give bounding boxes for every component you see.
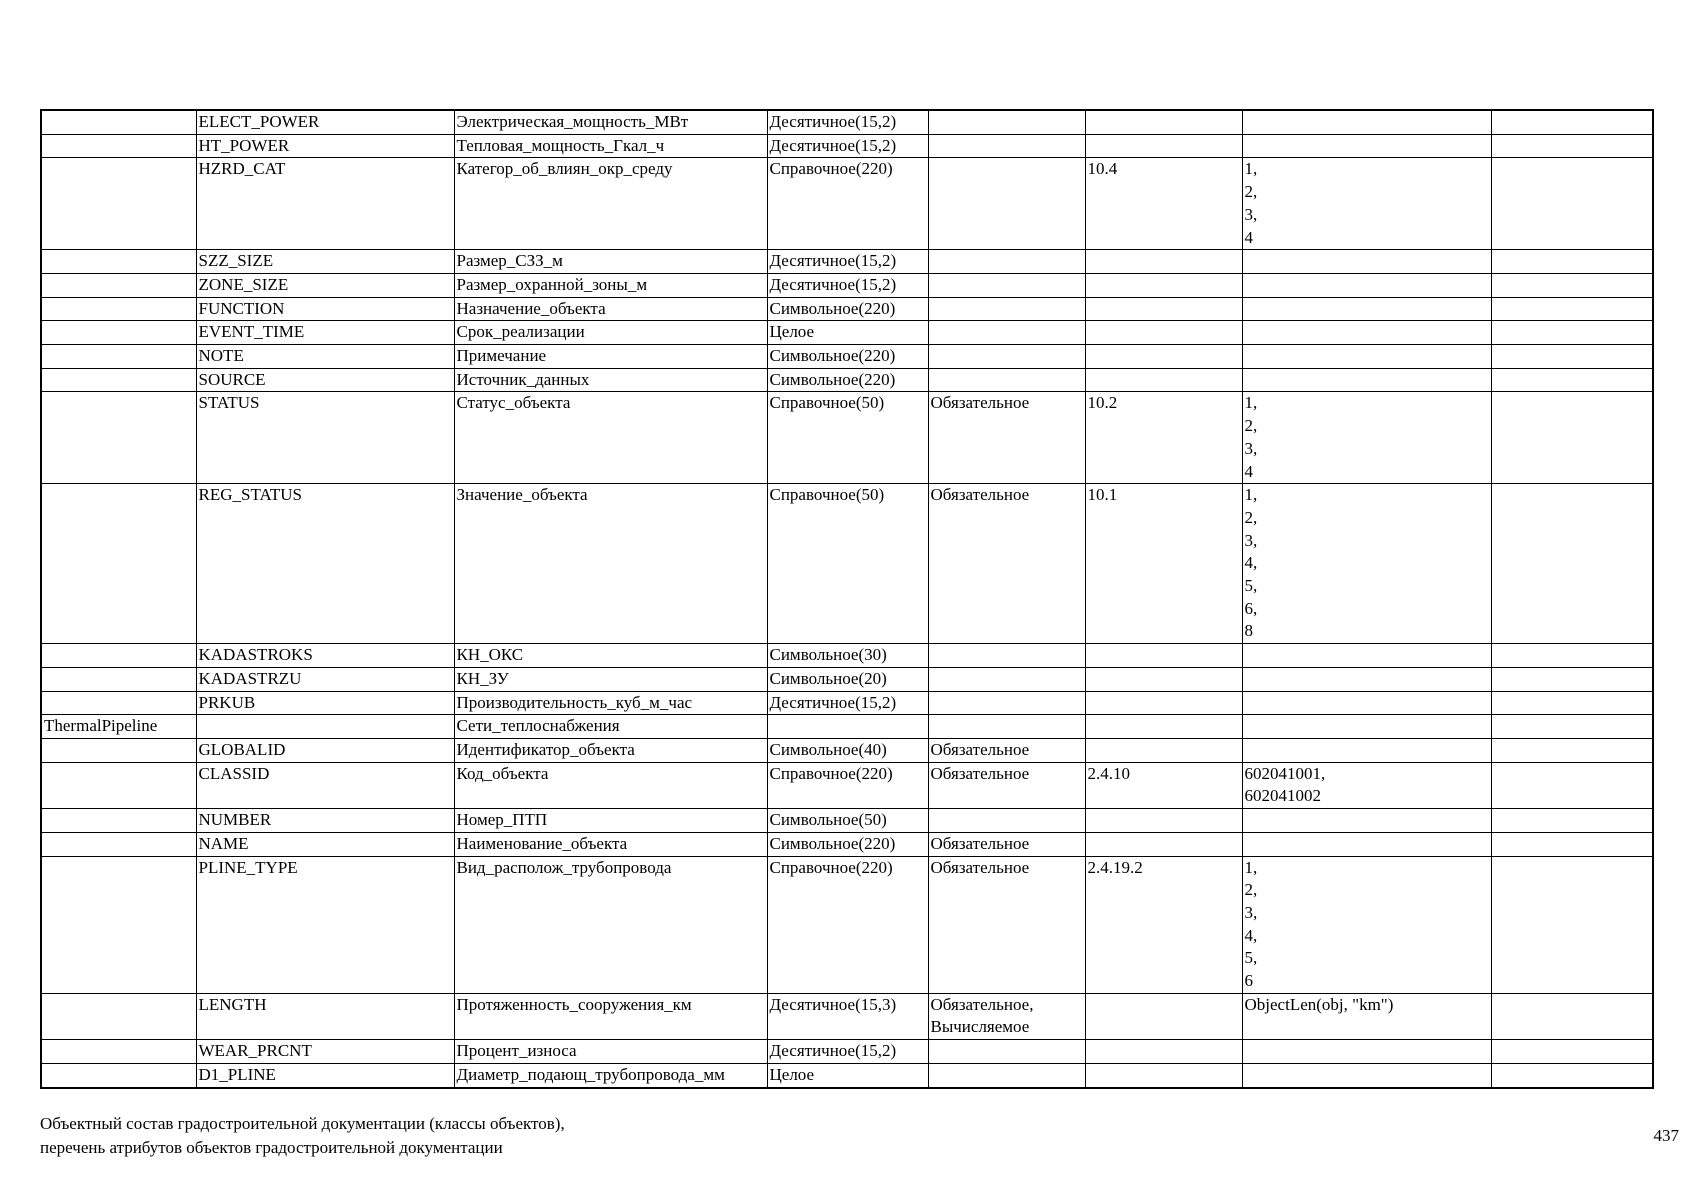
- class-name-cell: [41, 368, 196, 392]
- allowed-values-line: 2,: [1244, 416, 1258, 436]
- field-description-cell: Вид_располож_трубопровода: [454, 856, 767, 993]
- field-name-cell: NUMBER: [196, 809, 454, 833]
- requirement-line: Обязательное: [930, 857, 1030, 877]
- requirement-cell: [928, 738, 1085, 762]
- field-name-cell: PLINE_TYPE: [196, 856, 454, 993]
- page-number: 437: [1653, 1126, 1679, 1145]
- note-cell: [1491, 738, 1653, 762]
- allowed-values-line: 4,: [1244, 553, 1258, 573]
- table-row: [41, 667, 1653, 691]
- field-type-cell: Десятичное(15,2): [767, 1040, 928, 1064]
- requirement-cell: [928, 368, 1085, 392]
- class-name-cell: [41, 809, 196, 833]
- note-cell: [1491, 273, 1653, 297]
- field-type-cell: Справочное(220): [767, 856, 928, 993]
- reference-code-cell: [1085, 134, 1242, 158]
- class-name-cell: [41, 856, 196, 993]
- requirement-cell: [928, 484, 1085, 644]
- allowed-values-line: 3,: [1244, 438, 1258, 458]
- reference-code-cell: [1085, 321, 1242, 345]
- field-description-cell: Электрическая_мощность_МВт: [454, 110, 767, 134]
- allowed-values-cell: [1242, 273, 1491, 297]
- requirement-cell: [928, 762, 1085, 808]
- table-row: [41, 644, 1653, 668]
- field-name-cell: NAME: [196, 832, 454, 856]
- note-cell: [1491, 158, 1653, 250]
- requirement-cell: [928, 644, 1085, 668]
- allowed-values-line: 4: [1244, 461, 1253, 481]
- note-cell: [1491, 644, 1653, 668]
- field-type-cell: [767, 715, 928, 739]
- class-name-cell: [41, 345, 196, 369]
- footer-caption: [40, 1112, 565, 1160]
- field-type-cell: Целое: [767, 321, 928, 345]
- table-body: [41, 110, 1653, 1088]
- table-row: [41, 1040, 1653, 1064]
- allowed-values-cell: [1242, 368, 1491, 392]
- footer-line-1: Объектный состав градостроительной документации (классы объектов),: [40, 1114, 565, 1133]
- field-description-cell: Источник_данных: [454, 368, 767, 392]
- field-name-cell: KADASTRZU: [196, 667, 454, 691]
- field-name-cell: WEAR_PRCNT: [196, 1040, 454, 1064]
- allowed-values-line: 3,: [1244, 530, 1258, 550]
- allowed-values-cell: [1242, 762, 1491, 808]
- field-type-cell: Символьное(20): [767, 667, 928, 691]
- requirement-cell: [928, 809, 1085, 833]
- field-type-cell: Символьное(220): [767, 297, 928, 321]
- field-description-cell: Примечание: [454, 345, 767, 369]
- table-row: [41, 110, 1653, 134]
- reference-code-cell: [1085, 667, 1242, 691]
- table-row: [41, 368, 1653, 392]
- allowed-values-line: 602041001,: [1244, 763, 1326, 783]
- allowed-values-cell: [1242, 715, 1491, 739]
- note-cell: [1491, 134, 1653, 158]
- table-row: [41, 250, 1653, 274]
- field-description-cell: Протяженность_сооружения_км: [454, 993, 767, 1039]
- table-row: [41, 158, 1653, 250]
- field-type-cell: Символьное(220): [767, 832, 928, 856]
- class-name-cell: [41, 273, 196, 297]
- reference-code-cell: [1085, 250, 1242, 274]
- note-cell: [1491, 691, 1653, 715]
- field-name-cell: FUNCTION: [196, 297, 454, 321]
- table-row: [41, 273, 1653, 297]
- allowed-values-line: 1,: [1244, 485, 1258, 505]
- table-row: [41, 297, 1653, 321]
- attributes-table: [40, 109, 1654, 1089]
- requirement-cell: [928, 345, 1085, 369]
- requirement-line: Обязательное: [930, 485, 1030, 505]
- field-type-cell: Символьное(220): [767, 368, 928, 392]
- allowed-values-cell: [1242, 832, 1491, 856]
- field-name-cell: REG_STATUS: [196, 484, 454, 644]
- class-name-cell: [41, 762, 196, 808]
- allowed-values-cell: [1242, 297, 1491, 321]
- allowed-values-line: 602041002: [1244, 786, 1321, 806]
- table-row: [41, 993, 1653, 1039]
- class-name-cell: [41, 691, 196, 715]
- field-name-cell: STATUS: [196, 392, 454, 484]
- allowed-values-cell: [1242, 856, 1491, 993]
- requirement-cell: [928, 134, 1085, 158]
- requirement-line: Обязательное: [930, 763, 1030, 783]
- field-type-cell: Символьное(30): [767, 644, 928, 668]
- note-cell: [1491, 715, 1653, 739]
- allowed-values-line: 1,: [1244, 393, 1258, 413]
- table-row: [41, 392, 1653, 484]
- field-name-cell: ZONE_SIZE: [196, 273, 454, 297]
- requirement-line: Обязательное: [930, 739, 1030, 759]
- field-type-cell: Десятичное(15,2): [767, 110, 928, 134]
- reference-code-cell: [1085, 738, 1242, 762]
- allowed-values-line: 6: [1244, 971, 1253, 991]
- field-name-cell: HT_POWER: [196, 134, 454, 158]
- requirement-cell: [928, 297, 1085, 321]
- class-name-cell: [41, 1063, 196, 1087]
- requirement-line: Обязательное: [930, 833, 1030, 853]
- table-row: [41, 691, 1653, 715]
- reference-code-cell: [1085, 273, 1242, 297]
- field-name-cell: SOURCE: [196, 368, 454, 392]
- reference-code-cell: [1085, 1040, 1242, 1064]
- field-description-cell: Идентификатор_объекта: [454, 738, 767, 762]
- field-type-cell: Справочное(50): [767, 484, 928, 644]
- field-description-cell: Производительность_куб_м_час: [454, 691, 767, 715]
- requirement-cell: [928, 110, 1085, 134]
- field-description-cell: Диаметр_подающ_трубопровода_мм: [454, 1063, 767, 1087]
- field-description-cell: Тепловая_мощность_Гкал_ч: [454, 134, 767, 158]
- allowed-values-line: 4,: [1244, 925, 1258, 945]
- reference-code-cell: 2.4.10: [1085, 762, 1242, 808]
- allowed-values-line: 8: [1244, 621, 1253, 641]
- allowed-values-line: ObjectLen(obj, "km"): [1244, 994, 1394, 1014]
- field-name-cell: ELECT_POWER: [196, 110, 454, 134]
- field-description-cell: КН_ОКС: [454, 644, 767, 668]
- table-row: [41, 134, 1653, 158]
- note-cell: [1491, 321, 1653, 345]
- table-row: [41, 832, 1653, 856]
- allowed-values-cell: [1242, 993, 1491, 1039]
- allowed-values-line: 1,: [1244, 159, 1258, 179]
- field-description-cell: Наименование_объекта: [454, 832, 767, 856]
- requirement-cell: [928, 993, 1085, 1039]
- field-description-cell: Статус_объекта: [454, 392, 767, 484]
- field-type-cell: Справочное(220): [767, 762, 928, 808]
- class-name-cell: [41, 321, 196, 345]
- class-name-cell: ThermalPipeline: [41, 715, 196, 739]
- requirement-cell: [928, 691, 1085, 715]
- note-cell: [1491, 832, 1653, 856]
- class-name-cell: [41, 484, 196, 644]
- field-description-cell: Код_объекта: [454, 762, 767, 808]
- requirement-line: Обязательное,: [930, 994, 1034, 1014]
- note-cell: [1491, 250, 1653, 274]
- allowed-values-cell: [1242, 1063, 1491, 1087]
- field-description-cell: Значение_объекта: [454, 484, 767, 644]
- field-type-cell: Целое: [767, 1063, 928, 1087]
- allowed-values-line: 3,: [1244, 204, 1258, 224]
- field-description-cell: Срок_реализации: [454, 321, 767, 345]
- field-name-cell: PRKUB: [196, 691, 454, 715]
- table-row: [41, 1063, 1653, 1087]
- allowed-values-line: 5,: [1244, 576, 1258, 596]
- table-row: [41, 484, 1653, 644]
- requirement-line: Вычисляемое: [930, 1017, 1030, 1037]
- requirement-cell: [928, 158, 1085, 250]
- allowed-values-line: 6,: [1244, 598, 1258, 618]
- class-name-cell: [41, 993, 196, 1039]
- reference-code-cell: [1085, 110, 1242, 134]
- class-name-cell: [41, 1040, 196, 1064]
- reference-code-cell: [1085, 644, 1242, 668]
- note-cell: [1491, 993, 1653, 1039]
- reference-code-cell: [1085, 691, 1242, 715]
- allowed-values-line: 2,: [1244, 507, 1258, 527]
- field-name-cell: D1_PLINE: [196, 1063, 454, 1087]
- field-name-cell: CLASSID: [196, 762, 454, 808]
- note-cell: [1491, 392, 1653, 484]
- table-row: [41, 762, 1653, 808]
- allowed-values-cell: [1242, 345, 1491, 369]
- requirement-cell: [928, 667, 1085, 691]
- field-description-cell: Процент_износа: [454, 1040, 767, 1064]
- field-description-cell: Сети_теплоснабжения: [454, 715, 767, 739]
- field-name-cell: LENGTH: [196, 993, 454, 1039]
- reference-code-cell: [1085, 832, 1242, 856]
- field-type-cell: Символьное(40): [767, 738, 928, 762]
- table-row: [41, 738, 1653, 762]
- note-cell: [1491, 809, 1653, 833]
- requirement-cell: [928, 1063, 1085, 1087]
- allowed-values-line: 2,: [1244, 880, 1258, 900]
- note-cell: [1491, 368, 1653, 392]
- reference-code-cell: [1085, 1063, 1242, 1087]
- field-type-cell: Символьное(50): [767, 809, 928, 833]
- allowed-values-cell: [1242, 484, 1491, 644]
- requirement-cell: [928, 392, 1085, 484]
- reference-code-cell: [1085, 368, 1242, 392]
- field-name-cell: NOTE: [196, 345, 454, 369]
- class-name-cell: [41, 738, 196, 762]
- field-name-cell: SZZ_SIZE: [196, 250, 454, 274]
- note-cell: [1491, 345, 1653, 369]
- allowed-values-cell: [1242, 1040, 1491, 1064]
- class-name-cell: [41, 297, 196, 321]
- reference-code-cell: 10.2: [1085, 392, 1242, 484]
- note-cell: [1491, 667, 1653, 691]
- allowed-values-cell: [1242, 321, 1491, 345]
- allowed-values-line: 5,: [1244, 948, 1258, 968]
- requirement-cell: [928, 321, 1085, 345]
- field-type-cell: Десятичное(15,2): [767, 250, 928, 274]
- requirement-cell: [928, 273, 1085, 297]
- class-name-cell: [41, 134, 196, 158]
- reference-code-cell: [1085, 993, 1242, 1039]
- class-name-cell: [41, 832, 196, 856]
- field-type-cell: Десятичное(15,3): [767, 993, 928, 1039]
- table-row: [41, 856, 1653, 993]
- allowed-values-cell: [1242, 134, 1491, 158]
- field-name-cell: EVENT_TIME: [196, 321, 454, 345]
- allowed-values-cell: [1242, 158, 1491, 250]
- note-cell: [1491, 1040, 1653, 1064]
- requirement-cell: [928, 832, 1085, 856]
- requirement-cell: [928, 1040, 1085, 1064]
- field-description-cell: Назначение_объекта: [454, 297, 767, 321]
- field-description-cell: Размер_охранной_зоны_м: [454, 273, 767, 297]
- note-cell: [1491, 484, 1653, 644]
- field-name-cell: KADASTROKS: [196, 644, 454, 668]
- field-name-cell: GLOBALID: [196, 738, 454, 762]
- note-cell: [1491, 1063, 1653, 1087]
- note-cell: [1491, 762, 1653, 808]
- allowed-values-cell: [1242, 691, 1491, 715]
- requirement-cell: [928, 715, 1085, 739]
- table-row: [41, 345, 1653, 369]
- allowed-values-cell: [1242, 110, 1491, 134]
- class-name-cell: [41, 158, 196, 250]
- class-name-cell: [41, 392, 196, 484]
- allowed-values-cell: [1242, 738, 1491, 762]
- class-name-cell: [41, 667, 196, 691]
- field-description-cell: Категор_об_влиян_окр_среду: [454, 158, 767, 250]
- reference-code-cell: 10.1: [1085, 484, 1242, 644]
- field-type-cell: Десятичное(15,2): [767, 134, 928, 158]
- field-type-cell: Справочное(50): [767, 392, 928, 484]
- table-row: [41, 809, 1653, 833]
- allowed-values-line: 4: [1244, 227, 1253, 247]
- note-cell: [1491, 110, 1653, 134]
- requirement-line: Обязательное: [930, 393, 1030, 413]
- field-type-cell: Символьное(220): [767, 345, 928, 369]
- field-type-cell: Десятичное(15,2): [767, 273, 928, 297]
- allowed-values-cell: [1242, 250, 1491, 274]
- allowed-values-cell: [1242, 809, 1491, 833]
- class-name-cell: [41, 644, 196, 668]
- footer-line-2: перечень атрибутов объектов градостроительной документации: [40, 1138, 503, 1157]
- reference-code-cell: [1085, 345, 1242, 369]
- reference-code-cell: 2.4.19.2: [1085, 856, 1242, 993]
- allowed-values-cell: [1242, 644, 1491, 668]
- reference-code-cell: 10.4: [1085, 158, 1242, 250]
- reference-code-cell: [1085, 809, 1242, 833]
- allowed-values-line: 2,: [1244, 182, 1258, 202]
- field-description-cell: Размер_СЗЗ_м: [454, 250, 767, 274]
- class-name-cell: [41, 110, 196, 134]
- requirement-cell: [928, 250, 1085, 274]
- note-cell: [1491, 297, 1653, 321]
- requirement-cell: [928, 856, 1085, 993]
- allowed-values-cell: [1242, 392, 1491, 484]
- class-name-cell: [41, 250, 196, 274]
- field-description-cell: КН_ЗУ: [454, 667, 767, 691]
- field-name-cell: [196, 715, 454, 739]
- field-description-cell: Номер_ПТП: [454, 809, 767, 833]
- table-row: [41, 321, 1653, 345]
- allowed-values-cell: [1242, 667, 1491, 691]
- reference-code-cell: [1085, 297, 1242, 321]
- field-name-cell: HZRD_CAT: [196, 158, 454, 250]
- field-type-cell: Десятичное(15,2): [767, 691, 928, 715]
- field-type-cell: Справочное(220): [767, 158, 928, 250]
- reference-code-cell: [1085, 715, 1242, 739]
- table-row: [41, 715, 1653, 739]
- allowed-values-line: 3,: [1244, 902, 1258, 922]
- note-cell: [1491, 856, 1653, 993]
- allowed-values-line: 1,: [1244, 857, 1258, 877]
